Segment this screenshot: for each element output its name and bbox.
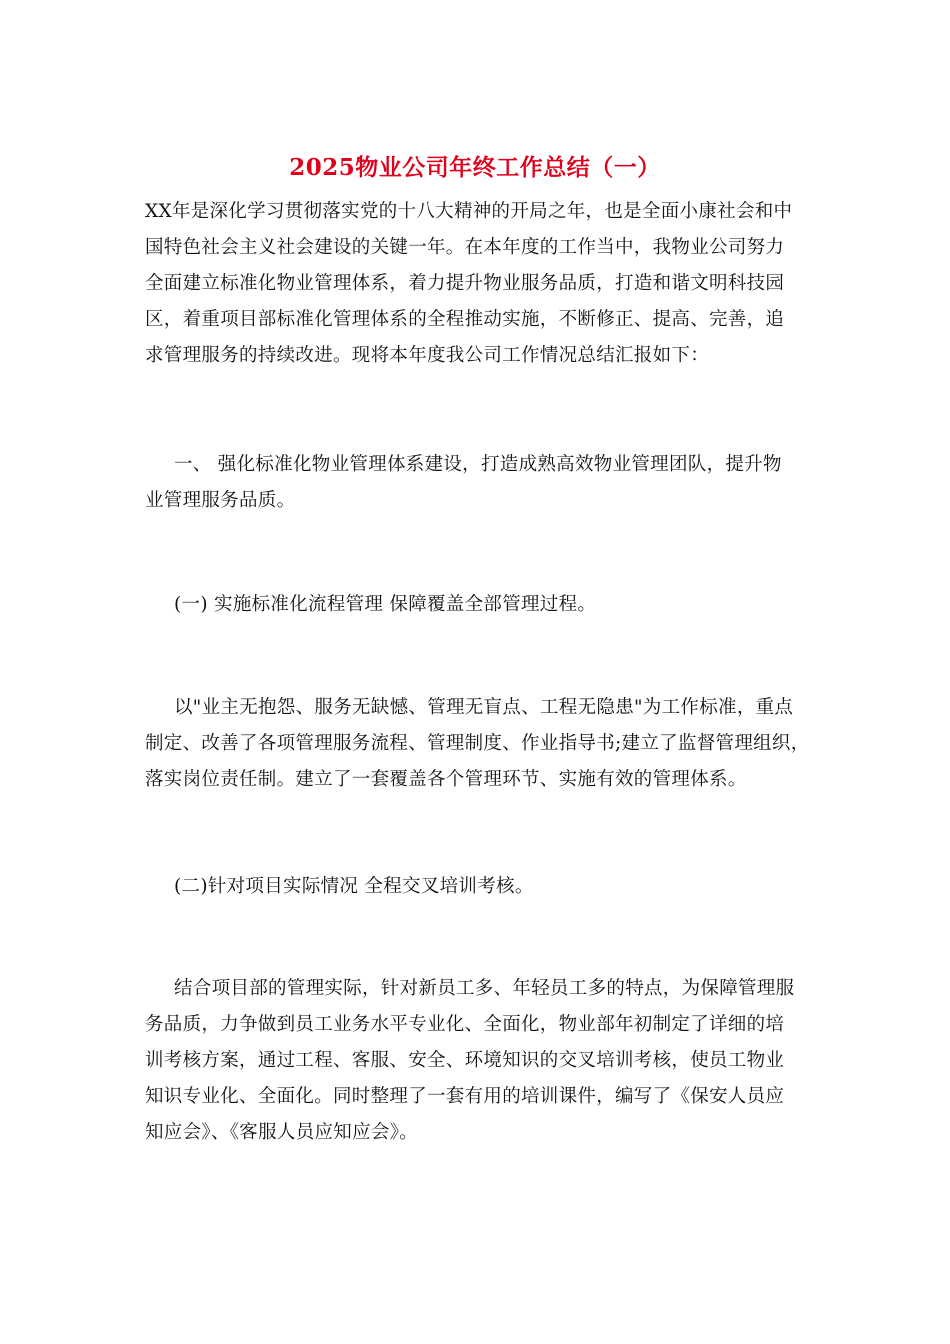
- paragraph-line: 求管理服务的持续改进。现将本年度我公司工作情况总结汇报如下：: [145, 345, 710, 366]
- paragraph-line: XX年是深化学习贯彻落实党的十八大精神的开局之年，也是全面小康社会和中: [145, 201, 793, 222]
- paragraph-line: 训考核方案，通过工程、客服、安全、环境知识的交叉培训考核，使员工物业: [145, 1050, 785, 1071]
- paragraph-training: [145, 971, 813, 1151]
- paragraph-line: 知识专业化、全面化。同时整理了一套有用的培训课件，编写了《保安人员应: [145, 1086, 785, 1107]
- heading-line: 业管理服务品质。: [145, 490, 296, 511]
- paragraph-line: 落实岗位责任制。建立了一套覆盖各个管理环节、实施有效的管理体系。: [145, 769, 747, 790]
- intro-paragraph: [145, 194, 813, 374]
- heading-line: (一) 实施标准化流程管理 保障覆盖全部管理过程。: [174, 594, 597, 615]
- subsection-heading-2: [145, 869, 813, 905]
- paragraph-line: 制定、改善了各项管理服务流程、管理制度、作业指导书;建立了监督管理组织，: [145, 733, 810, 754]
- paragraph-line: 务品质，力争做到员工业务水平专业化、全面化，物业部年初制定了详细的培: [145, 1014, 785, 1035]
- heading-line: 一、 强化标准化物业管理体系建设，打造成熟高效物业管理团队，提升物: [174, 454, 782, 475]
- heading-line: (二)针对项目实际情况 全程交叉培训考核。: [174, 876, 534, 897]
- paragraph-line: 结合项目部的管理实际，针对新员工多、年轻员工多的特点，为保障管理服: [174, 978, 795, 999]
- document-title: 2025物业公司年终工作总结（一）: [289, 154, 661, 181]
- paragraph-line: 全面建立标准化物业管理体系，着力提升物业服务品质，打造和谐文明科技园: [145, 273, 785, 294]
- subsection-heading-1: [145, 587, 813, 623]
- paragraph-line: 区，着重项目部标准化管理体系的全程推动实施，不断修正、提高、完善，追: [145, 309, 785, 330]
- paragraph-line: 知应会》、《客服人员应知应会》。: [145, 1122, 419, 1143]
- paragraph-line: 以"业主无抱怨、服务无缺憾、管理无盲点、工程无隐患"为工作标准，重点: [174, 697, 794, 718]
- paragraph-line: 国特色社会主义社会建设的关键一年。在本年度的工作当中，我物业公司努力: [145, 237, 785, 258]
- paragraph-standards: [145, 690, 813, 798]
- section-heading-1: [145, 447, 813, 519]
